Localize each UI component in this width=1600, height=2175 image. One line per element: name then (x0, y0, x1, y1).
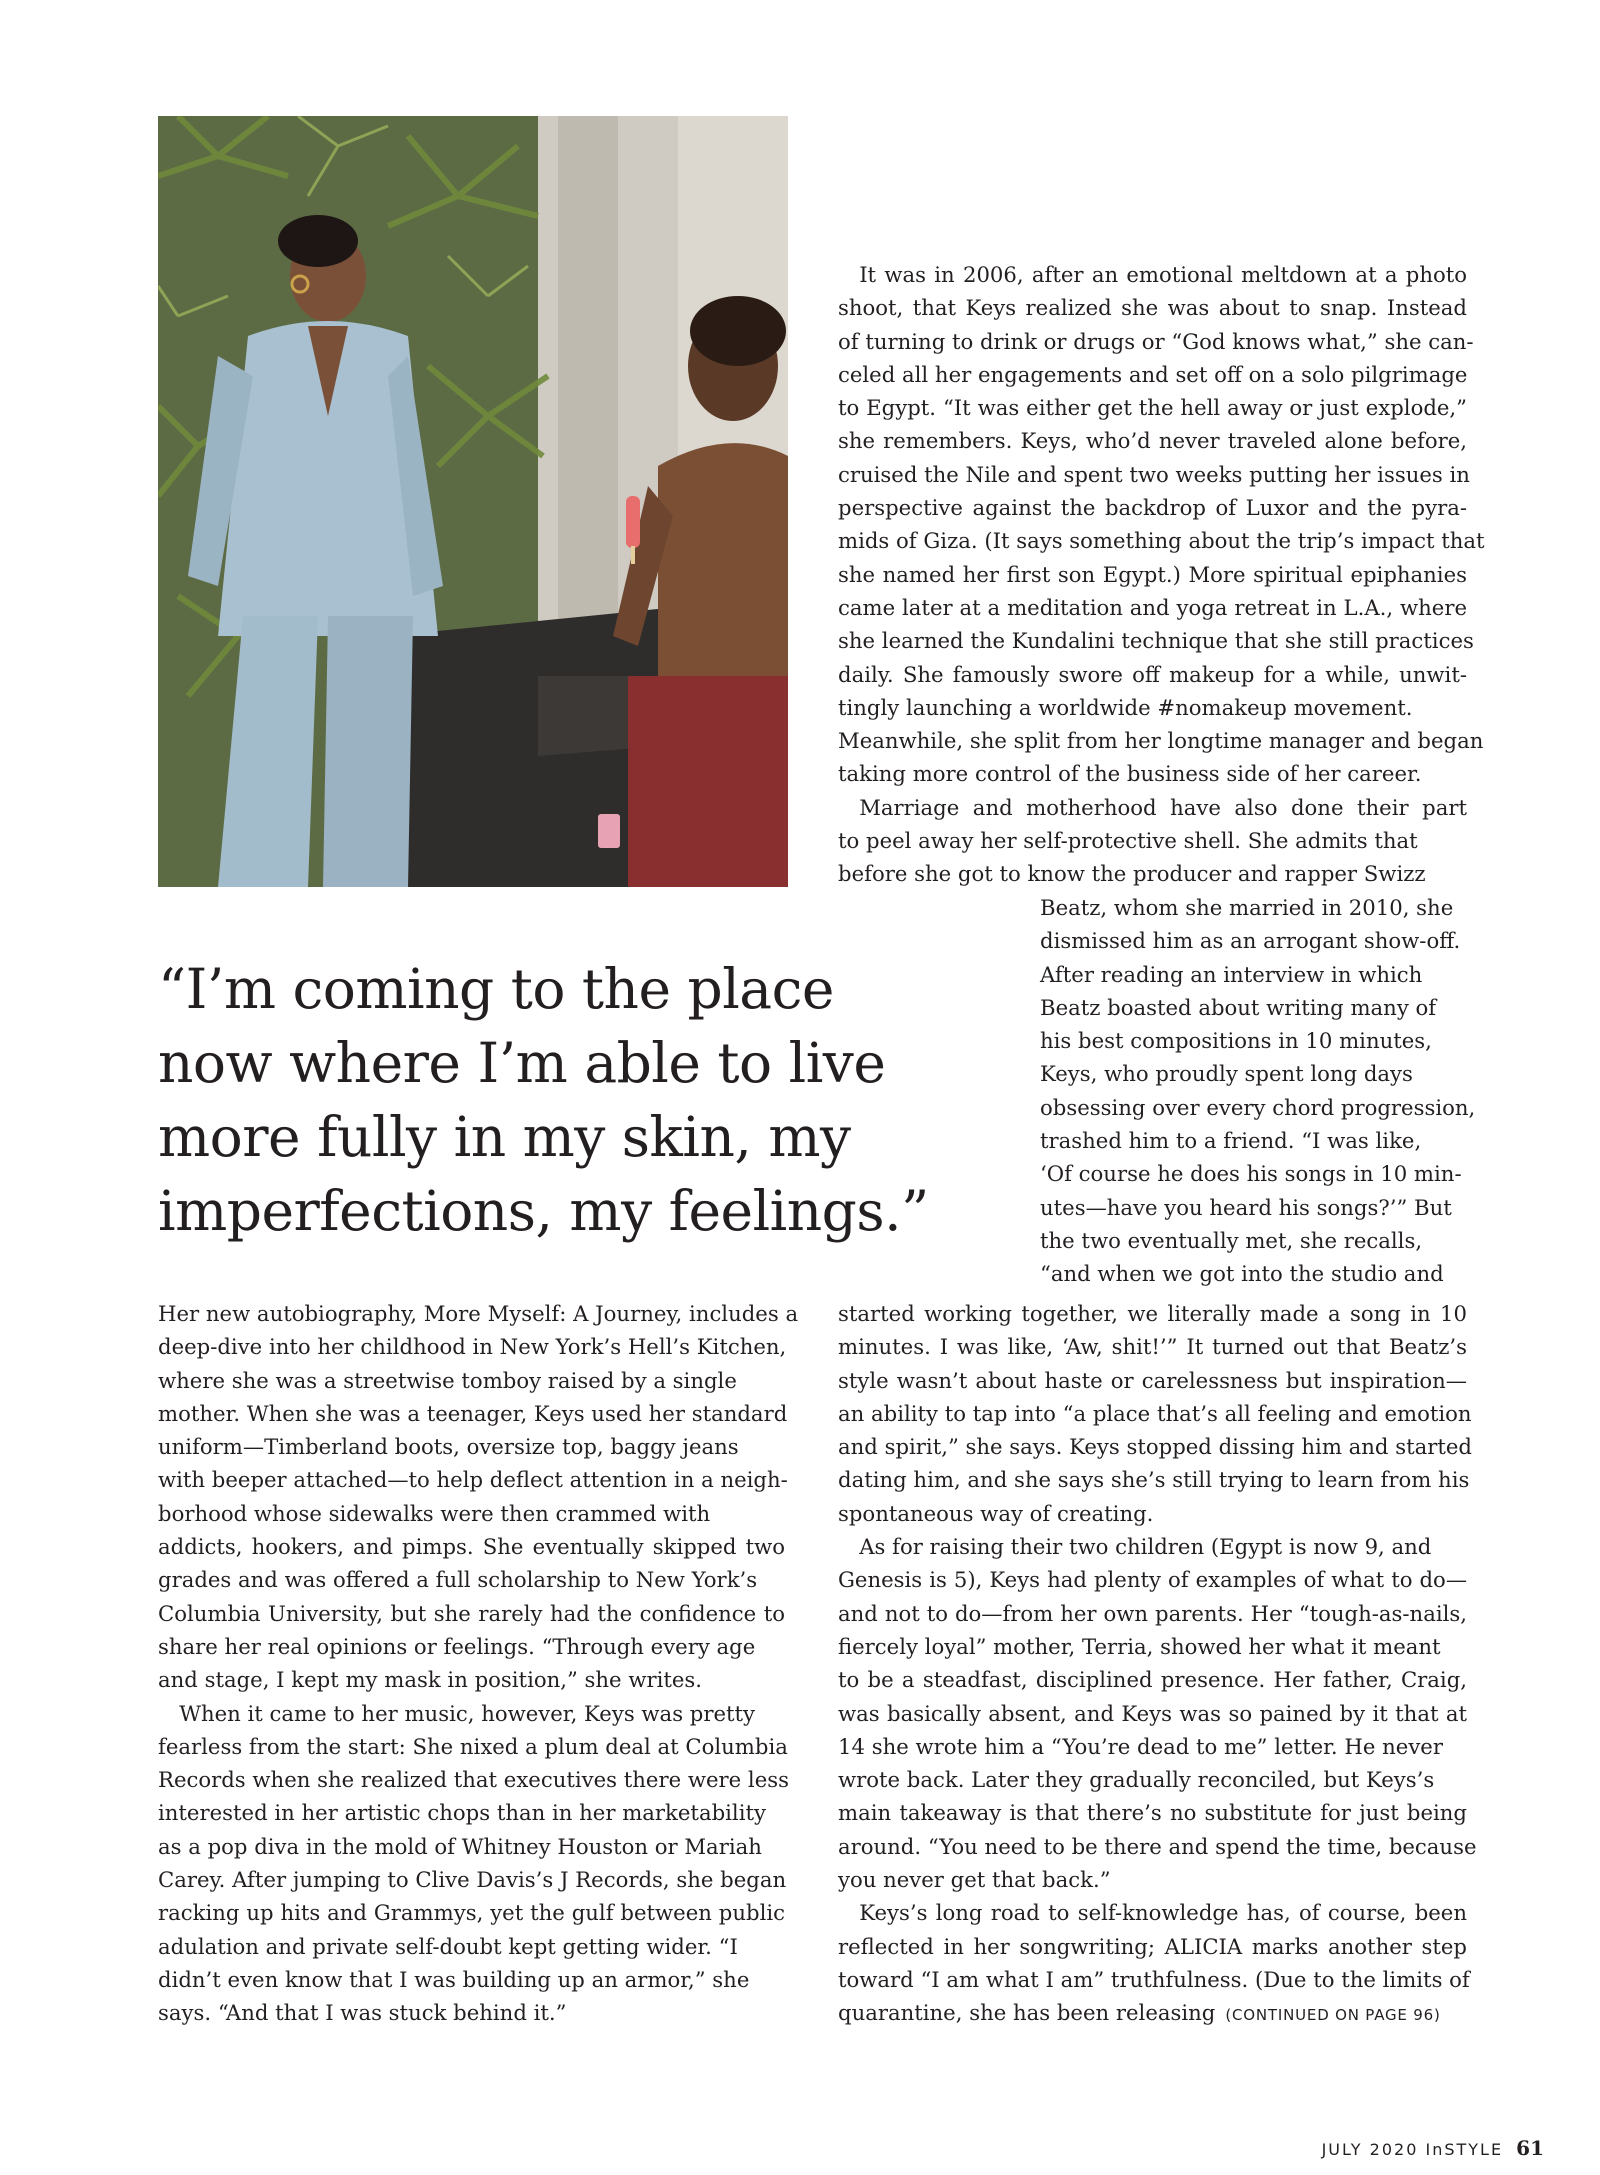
text-line: before she got to know the producer and rapper Swizz (838, 861, 1426, 887)
text-line: around. “You need to be there and spend the time, because (838, 1833, 1477, 1859)
text-line: and stage, I kept my mask in position,” she writes. (158, 1667, 703, 1693)
photo-illustration (158, 116, 788, 887)
text-line: Meanwhile, she split from her longtime manager and began (838, 728, 1484, 754)
text-line: and not to do—from her own parents. Her “tough-as-nails, (838, 1600, 1467, 1626)
text-line: Beatz, whom she married in 2010, she (1040, 895, 1454, 920)
article-column-left (158, 1297, 799, 2030)
text-line: Her new autobiography, More Myself: A Journey, includes a (158, 1301, 799, 1326)
pull-quote-line: now where I’m able to live (158, 1031, 886, 1095)
text-line: she learned the Kundalini technique that she still practices (838, 628, 1474, 654)
pull-quote-line: “I’m coming to the place (158, 957, 834, 1021)
text-line: where she was a streetwise tomboy raised by a single (158, 1367, 737, 1393)
text-line: As for raising their two children (Egypt is now 9, and (838, 1534, 1432, 1560)
text-line-last (838, 1996, 1467, 2029)
text-line: utes—have you heard his songs?’” But (1040, 1194, 1452, 1220)
continued-jump-link[interactable]: (CONTINUED ON PAGE 96) (1225, 2006, 1441, 2025)
text-line: trashed him to a friend. “I was like, (1040, 1128, 1422, 1154)
text-line: “and when we got into the studio and (1040, 1261, 1444, 1287)
text-line: taking more control of the business side of her career. (838, 761, 1422, 787)
text-line: addicts, hookers, and pimps. She eventually skipped two (158, 1534, 785, 1560)
text-line: to peel away her self-protective shell. She admits that (838, 828, 1418, 854)
page-folio (1322, 2136, 1544, 2160)
text-line: tingly launching a worldwide #nomakeup movement. (838, 694, 1413, 720)
text-line: dismissed him as an arrogant show-off. (1040, 928, 1461, 954)
text-line: didn’t even know that I was building up an armor,” she (158, 1966, 750, 1992)
text-line: celed all her engagements and set off on a solo pilgrimage (838, 361, 1468, 387)
text-line: started working together, we literally made a song in 10 (838, 1301, 1467, 1326)
pull-quote (158, 952, 1018, 1248)
text-line: main takeaway is that there’s no substitute for just being (838, 1800, 1467, 1826)
text-line: It was in 2006, after an emotional meltdown at a photo (838, 262, 1467, 287)
text-line: Beatz boasted about writing many of (1040, 994, 1437, 1020)
text-line: After reading an interview in which (1040, 961, 1423, 987)
text-line: the two eventually met, she recalls, (1040, 1227, 1423, 1253)
text-line: uniform—Timberland boots, oversize top, baggy jeans (158, 1434, 739, 1460)
text-line: racking up hits and Grammys, yet the gulf between public (158, 1900, 785, 1926)
text-line: an ability to tap into “a place that’s all feeling and emotion (838, 1400, 1472, 1426)
text-line: to be a steadfast, disciplined presence. Her father, Craig, (838, 1667, 1467, 1693)
text-line: cruised the Nile and spent two weeks putting her issues in (838, 461, 1470, 487)
text-line: with beeper attached—to help deflect attention in a neigh- (158, 1467, 788, 1493)
text-line: daily. She famously swore off makeup for a while, unwit- (838, 661, 1467, 687)
text-line: grades and was offered a full scholarship to New York’s (158, 1567, 758, 1593)
text-line: spontaneous way of creating. (838, 1500, 1154, 1526)
text-line: fearless from the start: She nixed a plum deal at Columbia (158, 1733, 788, 1759)
text-line: ‘Of course he does his songs in 10 min- (1040, 1161, 1462, 1187)
text-line: minutes. I was like, ‘Aw, shit!’” It turned out that Beatz’s (838, 1334, 1467, 1360)
text-line: 14 she wrote him a “You’re dead to me” letter. He never (838, 1733, 1443, 1759)
text-line: and spirit,” she says. Keys stopped dissing him and started (838, 1434, 1472, 1460)
text-line: says. “And that I was stuck behind it.” (158, 2000, 567, 2026)
text-line: fiercely loyal” mother, Terria, showed her what it meant (838, 1633, 1441, 1659)
text-line: Keys’s long road to self-knowledge has, of course, been (838, 1900, 1467, 1926)
text-line: adulation and private self-doubt kept getting wider. “I (158, 1933, 738, 1959)
pull-quote-line: imperfections, my feelings.” (158, 1179, 929, 1243)
text-line: perspective against the backdrop of Luxor and the pyra- (838, 495, 1467, 521)
article-column-right-bottom (838, 1297, 1477, 2030)
text-line: interested in her artistic chops than in her marketability (158, 1800, 766, 1826)
text-line: style wasn’t about haste or carelessness but inspiration— (838, 1367, 1467, 1393)
text-line: Carey. After jumping to Clive Davis’s J Records, she began (158, 1867, 787, 1893)
text-line: she named her first son Egypt.) More spiritual epiphanies (838, 561, 1467, 587)
text-line: Genesis is 5), Keys had plenty of examples of what to do— (838, 1567, 1467, 1593)
text-line-fragment: quarantine, she has been releasing (838, 2000, 1216, 2026)
text-line: deep-dive into her childhood in New York’s Hell’s Kitchen, (158, 1334, 787, 1360)
issue-date: JULY 2020 (1321, 2140, 1419, 2159)
text-line: to Egypt. “It was either get the hell away or just explode,” (838, 395, 1467, 421)
text-line: was basically absent, and Keys was so pained by it that at (838, 1700, 1467, 1726)
text-line: you never get that back.” (838, 1867, 1111, 1893)
text-line: share her real opinions or feelings. “Through every age (158, 1633, 756, 1659)
text-line: shoot, that Keys realized she was about to snap. Instead (838, 295, 1467, 321)
article-column-right-top (838, 258, 1485, 891)
text-line: she remembers. Keys, who’d never traveled alone before, (838, 428, 1467, 454)
text-line: toward “I am what I am” truthfulness. (Due to the limits of (838, 1966, 1470, 1992)
magazine-name: InSTYLE (1425, 2140, 1504, 2159)
text-line: wrote back. Later they gradually reconciled, but Keys’s (838, 1767, 1435, 1793)
text-line: When it came to her music, however, Keys was pretty (158, 1700, 756, 1726)
text-line: mother. When she was a teenager, Keys used her standard (158, 1400, 788, 1426)
text-line: Records when she realized that executives there were less (158, 1767, 789, 1793)
text-line: mids of Giza. (It says something about the trip’s impact that (838, 528, 1485, 554)
text-line: his best compositions in 10 minutes, (1040, 1028, 1432, 1054)
page-number: 61 (1516, 2136, 1544, 2160)
article-column-right-wrap (1040, 891, 1476, 1291)
text-line: Marriage and motherhood have also done their part (838, 794, 1467, 820)
article-photo (158, 116, 788, 887)
text-line: borhood whose sidewalks were then crammed with (158, 1500, 711, 1526)
text-line: reflected in her songwriting; ALICIA marks another step (838, 1933, 1467, 1959)
pull-quote-line: more fully in my skin, my (158, 1105, 851, 1169)
text-line: came later at a meditation and yoga retreat in L.A., where (838, 594, 1467, 620)
text-line: Columbia University, but she rarely had the confidence to (158, 1600, 785, 1626)
text-line: obsessing over every chord progression, (1040, 1094, 1476, 1120)
text-line: as a pop diva in the mold of Whitney Houston or Mariah (158, 1833, 762, 1859)
text-line: Keys, who proudly spent long days (1040, 1061, 1413, 1087)
text-line: dating him, and she says she’s still trying to learn from his (838, 1467, 1470, 1493)
text-line: of turning to drink or drugs or “God knows what,” she can- (838, 328, 1474, 354)
